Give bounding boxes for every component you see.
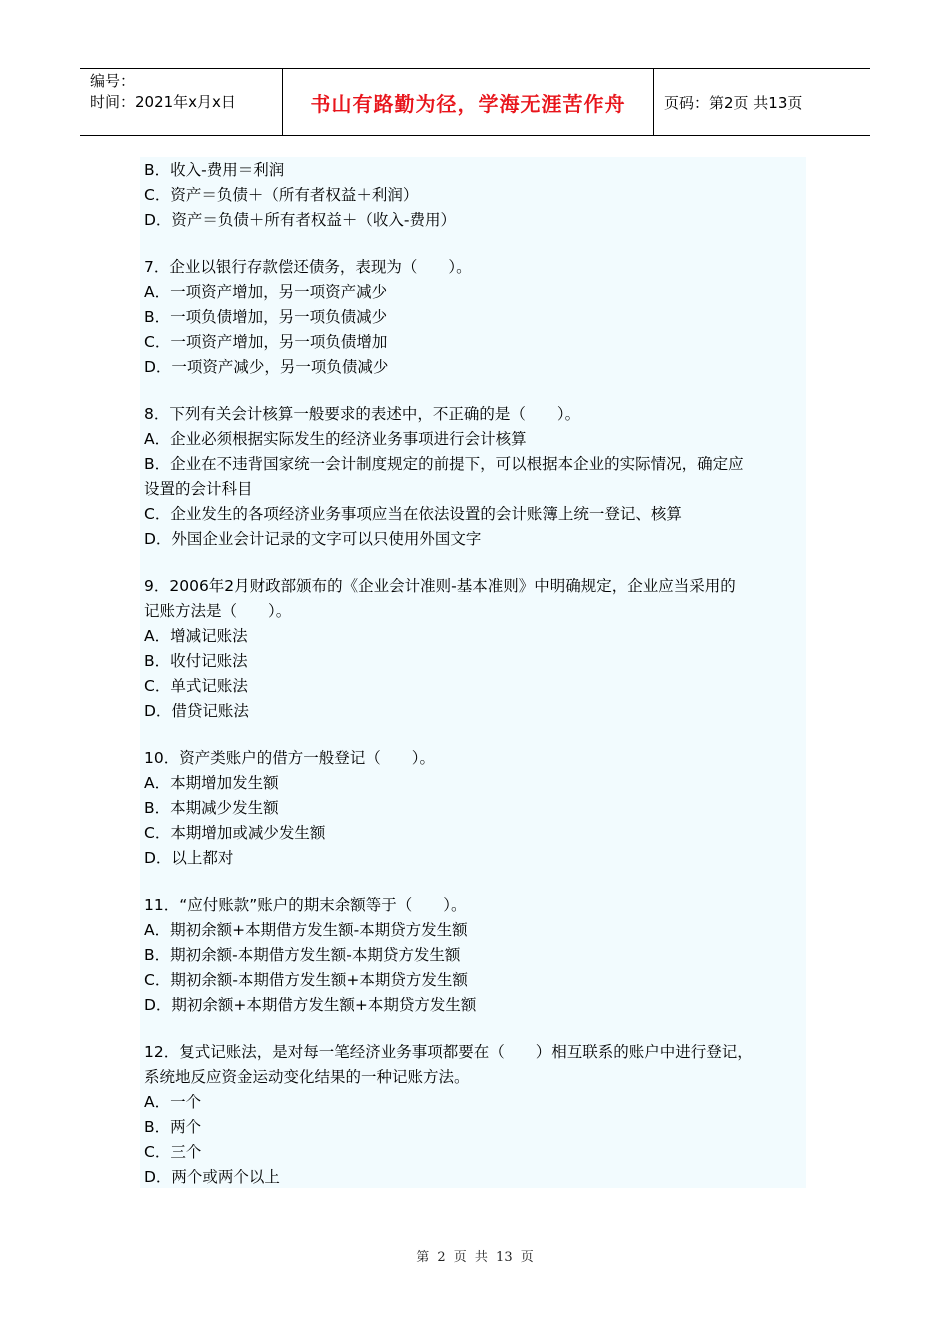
question-line: A．本期增加发生额 bbox=[144, 774, 279, 792]
question-line: 11．“应付账款”账户的期末余额等于（ ）。 bbox=[144, 896, 467, 914]
question-line: B．收付记账法 bbox=[144, 652, 248, 670]
question-line: C．三个 bbox=[144, 1143, 202, 1161]
question-line: B．本期减少发生额 bbox=[144, 799, 279, 817]
question-line: A．期初余额+本期借方发生额-本期贷方发生额 bbox=[144, 921, 468, 939]
header-page-info: 页码：第2页 共13页 bbox=[664, 93, 803, 112]
question-line: 9．2006年2月财政部颁布的《企业会计准则-基本准则》中明确规定，企业应当采用的 bbox=[144, 577, 736, 595]
question-line: B．期初余额-本期借方发生额-本期贷方发生额 bbox=[144, 946, 461, 964]
question-line: 设置的会计科目 bbox=[144, 480, 253, 498]
question-line: D．两个或两个以上 bbox=[144, 1168, 280, 1186]
question-block bbox=[144, 574, 806, 724]
question-line: 系统地反应资金运动变化结果的一种记账方法。 bbox=[144, 1068, 470, 1086]
question-line: A．一项资产增加，另一项资产减少 bbox=[144, 283, 388, 301]
question-line: D．以上都对 bbox=[144, 849, 234, 867]
question-line: 7．企业以银行存款偿还债务，表现为（ ）。 bbox=[144, 258, 472, 276]
page-footer: 第 2 页 共 13 页 bbox=[416, 1250, 534, 1265]
question-line: 8．下列有关会计核算一般要求的表述中，不正确的是（ ）。 bbox=[144, 405, 581, 423]
question-line: A．一个 bbox=[144, 1093, 202, 1111]
question-line: A．增减记账法 bbox=[144, 627, 248, 645]
question-list bbox=[140, 157, 806, 1188]
question-line: 10．资产类账户的借方一般登记（ ）。 bbox=[144, 749, 435, 767]
question-block bbox=[144, 746, 806, 871]
question-block bbox=[144, 158, 806, 233]
question-block bbox=[144, 255, 806, 380]
question-line: D．一项资产减少，另一项负债减少 bbox=[144, 358, 389, 376]
question-line: D．外国企业会计记录的文字可以只使用外国文字 bbox=[144, 530, 482, 548]
question-line: B．企业在不违背国家统一会计制度规定的前提下，可以根据本企业的实际情况，确定应 bbox=[144, 455, 744, 473]
question-line: D．资产＝负债＋所有者权益＋（收入-费用） bbox=[144, 211, 457, 229]
question-line: 12．复式记账法，是对每一笔经济业务事项都要在（ ）相互联系的账户中进行登记， bbox=[144, 1043, 753, 1061]
question-line: C．一项资产增加，另一项负债增加 bbox=[144, 333, 388, 351]
question-line: 记账方法是（ ）。 bbox=[144, 602, 292, 620]
question-line: B．一项负债增加，另一项负债减少 bbox=[144, 308, 388, 326]
question-line: C．企业发生的各项经济业务事项应当在依法设置的会计账簿上统一登记、核算 bbox=[144, 505, 682, 523]
question-line: C．本期增加或减少发生额 bbox=[144, 824, 326, 842]
page-header bbox=[80, 68, 870, 136]
question-line: B．两个 bbox=[144, 1118, 202, 1136]
header-meta bbox=[80, 69, 282, 135]
document-date: 时间：2021年x月x日 bbox=[90, 93, 236, 111]
question-block bbox=[144, 1040, 806, 1190]
question-line: B．收入-费用＝利润 bbox=[144, 161, 285, 179]
question-line: C．资产＝负债＋（所有者权益＋利润） bbox=[144, 186, 419, 204]
question-line: A．企业必须根据实际发生的经济业务事项进行会计核算 bbox=[144, 430, 527, 448]
header-motto: 书山有路勤为径，学海无涯苦作舟 bbox=[282, 69, 654, 135]
question-block bbox=[144, 893, 806, 1018]
question-line: C．期初余额-本期借方发生额+本期贷方发生额 bbox=[144, 971, 468, 989]
question-line: D．期初余额+本期借方发生额+本期贷方发生额 bbox=[144, 996, 477, 1014]
question-line: C．单式记账法 bbox=[144, 677, 248, 695]
question-line: D．借贷记账法 bbox=[144, 702, 249, 720]
document-number-label: 编号： bbox=[90, 72, 136, 90]
question-block bbox=[144, 402, 806, 552]
